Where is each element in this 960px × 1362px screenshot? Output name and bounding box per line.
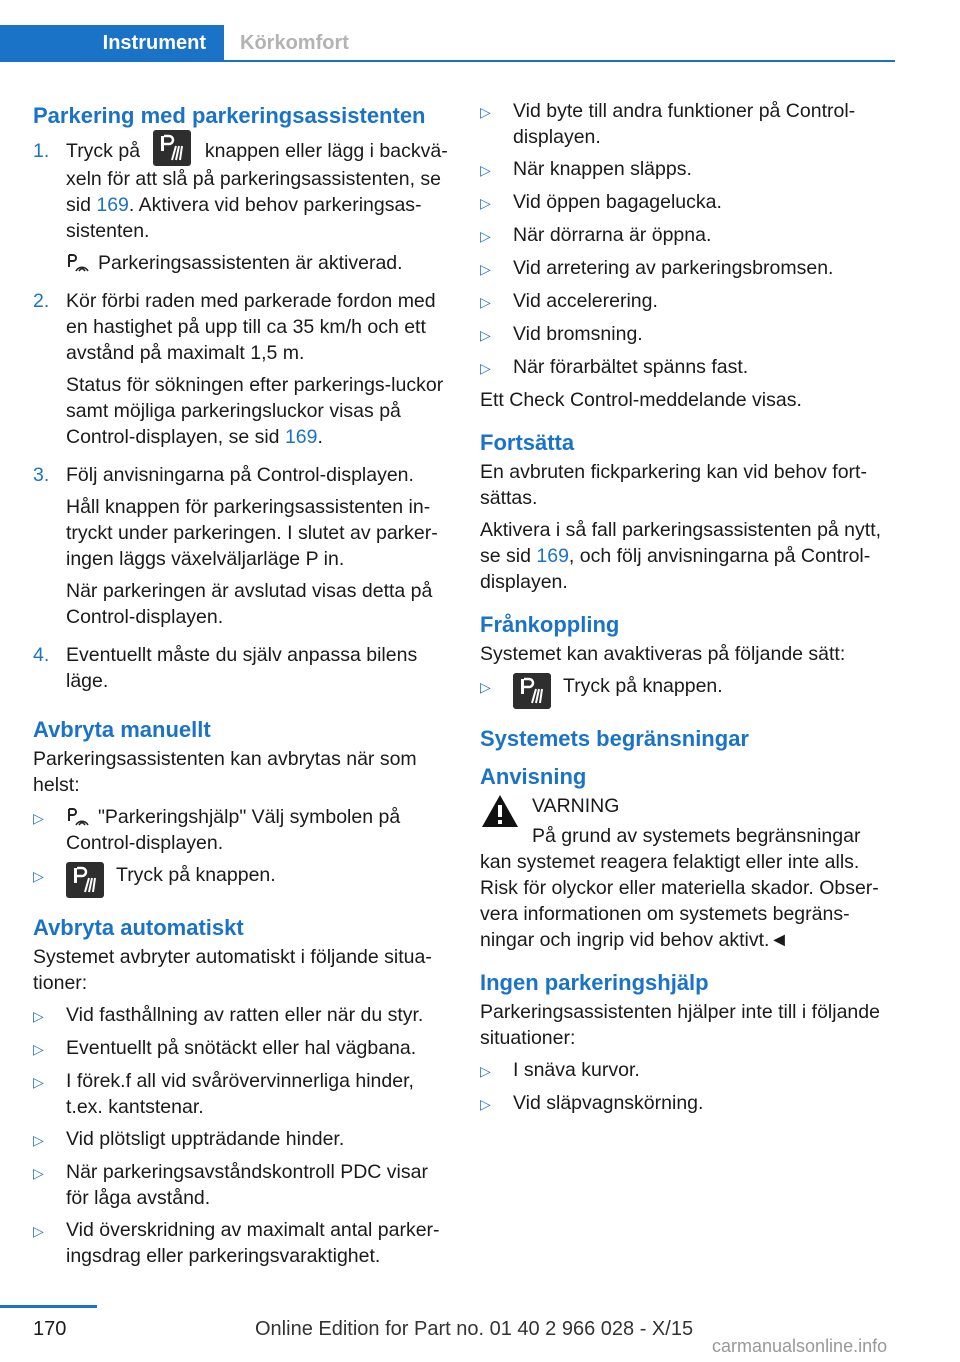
triangle-bullet-icon: ▷	[480, 360, 491, 376]
list-item: ▷ Vid släpvagnskörning.	[480, 1090, 895, 1117]
triangle-bullet-icon: ▷	[33, 810, 44, 826]
list-item: ▷ När förarbältet spänns fast.	[480, 354, 895, 381]
status-line: Parkeringsassistenten är aktiverad.	[66, 250, 453, 276]
page-link[interactable]: 169	[284, 426, 318, 448]
step-4	[33, 642, 453, 700]
left-column	[33, 98, 453, 1275]
watermark: carmanualsonline.info	[712, 1336, 888, 1356]
triangle-bullet-icon: ▷	[33, 868, 44, 884]
parking-assist-active-icon	[66, 253, 90, 275]
footer-divider	[0, 1305, 97, 1308]
list-item: ▷ Vid fasthållning av ratten eller när du styr.	[33, 1002, 453, 1029]
triangle-bullet-icon: ▷	[33, 1041, 44, 1057]
paragraph: Systemet kan avaktiveras på följande sätt:	[480, 643, 846, 665]
list-item: ▷ Vid bromsning.	[480, 321, 895, 348]
triangle-bullet-icon: ▷	[33, 1132, 44, 1148]
warning-text: kan systemet reagera felaktigt eller inte alls. Risk för olyckor eller materiella skador. Obser-vera informationen om systemets begräns-ningar och ingrip vid behov aktivt.◄	[480, 851, 879, 951]
step-text-3: När parkeringen är avslutad visas detta på Control-displayen.	[66, 580, 433, 628]
step-text: Eventuellt måste du själv anpassa bilens läge.	[66, 644, 418, 692]
list-item: ▷ Vid arretering av parkeringsbromsen.	[480, 255, 895, 282]
step-1	[33, 138, 453, 282]
triangle-bullet-icon: ▷	[33, 1008, 44, 1024]
triangle-bullet-icon: ▷	[480, 294, 491, 310]
heading-cancel-auto: Avbryta automatiskt	[33, 915, 244, 940]
list-item: ▷ Vid överskridning av maximalt antal parker-ingsdrag eller parkeringsvaraktighet.	[33, 1219, 440, 1267]
list-item: ▷ Tryck på knappen.	[480, 673, 895, 709]
edition-text: Online Edition for Part no. 01 40 2 966 028 - X/15	[255, 1318, 694, 1340]
paragraph: Parkeringsassistenten hjälper inte till i följande situationer:	[480, 1001, 880, 1049]
page-header	[0, 0, 895, 62]
list-item: ▷ Tryck på knappen.	[33, 862, 453, 898]
warning-first-line: På grund av systemets begränsningar	[532, 825, 861, 847]
triangle-bullet-icon: ▷	[480, 679, 491, 695]
list-item: ▷ När parkeringsavståndskontroll PDC visar för låga avstånd.	[33, 1161, 428, 1209]
step-2	[33, 288, 453, 456]
paragraph: Systemet avbryter automatiskt i följande situa-tioner:	[33, 946, 432, 994]
triangle-bullet-icon: ▷	[33, 1165, 44, 1181]
list-item: ▷ I snäva kurvor.	[480, 1057, 895, 1084]
page-link[interactable]: 169	[96, 194, 129, 216]
header-divider	[0, 60, 895, 62]
heading-no-help: Ingen parkeringshjälp	[480, 970, 709, 995]
triangle-bullet-icon: ▷	[480, 104, 491, 120]
heading-note: Anvisning	[480, 764, 587, 789]
step-text: Tryck på knappen eller lägg i backvä-xeln för att slå på parkeringsassistenten, se sid 169. Aktivera vid behov parkeringsas-sistenten.	[66, 138, 453, 244]
warning-title: VARNING	[532, 795, 620, 817]
heading-cancel-manual: Avbryta manuellt	[33, 717, 211, 742]
triangle-bullet-icon: ▷	[33, 1074, 44, 1090]
park-assist-button-icon	[513, 673, 551, 709]
list-item: ▷ Vid accelerering.	[480, 288, 895, 315]
step-number: 3.	[33, 464, 50, 486]
list-item: ▷ Vid öppen bagagelucka.	[480, 189, 895, 216]
tab-korkomfort[interactable]: Körkomfort	[240, 32, 349, 54]
triangle-bullet-icon: ▷	[480, 1096, 491, 1112]
triangle-bullet-icon: ▷	[480, 195, 491, 211]
page-number: 170	[33, 1318, 67, 1340]
heading-off: Frånkoppling	[480, 612, 620, 637]
triangle-bullet-icon: ▷	[480, 1063, 491, 1079]
list-item: ▷ Vid byte till andra funktioner på Control-displayen.	[480, 100, 856, 148]
park-assist-button-icon	[153, 130, 191, 166]
heading-limits: Systemets begränsningar	[480, 726, 749, 751]
triangle-bullet-icon: ▷	[33, 1223, 44, 1239]
paragraph: En avbruten fickparkering kan vid behov fort-sättas.	[480, 461, 867, 509]
list-item: ▷ När knappen släpps.	[480, 156, 895, 183]
right-column	[480, 98, 895, 1123]
section-title: Parkering med parkeringsassistenten	[33, 103, 426, 128]
warning-triangle-icon	[480, 793, 520, 829]
tab-instrument[interactable]: Instrument	[0, 25, 224, 61]
warning-block	[480, 793, 895, 849]
step-3	[33, 462, 453, 636]
paragraph: Ett Check Control-meddelande visas.	[480, 389, 802, 411]
paragraph: Parkeringsassistenten kan avbrytas när som helst:	[33, 748, 417, 796]
list-item: ▷ Vid plötsligt uppträdande hinder.	[33, 1126, 453, 1153]
list-item: ▷ När dörrarna är öppna.	[480, 222, 895, 249]
list-item: ▷ I förek.f all vid svårövervinnerliga hinder, t.ex. kantstenar.	[33, 1070, 414, 1118]
step-text-2: Status för sökningen efter parkerings-luckor samt möjliga parkeringsluckor visas på Control-displayen, se sid 169.	[66, 374, 444, 448]
triangle-bullet-icon: ▷	[480, 261, 491, 277]
parking-assist-symbol-icon	[66, 807, 90, 829]
step-text-2: Håll knappen för parkeringsassistenten in-tryckt under parkeringen. I slutet av parker-ingen läggs växelväljarläge P in.	[66, 496, 438, 570]
step-number: 2.	[33, 290, 50, 312]
step-number: 1.	[33, 140, 50, 162]
step-text: Kör förbi raden med parkerade fordon med en hastighet på upp till ca 35 km/h och ett avstånd på maximalt 1,5 m.	[66, 290, 436, 364]
triangle-bullet-icon: ▷	[480, 162, 491, 178]
step-number: 4.	[33, 644, 50, 666]
triangle-bullet-icon: ▷	[480, 228, 491, 244]
paragraph: Aktivera i så fall parkeringsassistenten på nytt, se sid 169, och följ anvisningarna på Control-displayen.	[480, 519, 882, 593]
list-item: ▷ "Parkeringshjälp" Välj symbolen på Control-displayen.	[33, 806, 401, 854]
heading-continue: Fortsätta	[480, 430, 575, 455]
park-assist-button-icon	[66, 862, 104, 898]
page-link[interactable]: 169	[536, 545, 569, 567]
step-text: Följ anvisningarna på Control-displayen.	[66, 464, 414, 486]
triangle-bullet-icon: ▷	[480, 327, 491, 343]
list-item: ▷ Eventuellt på snötäckt eller hal vägbana.	[33, 1035, 453, 1062]
